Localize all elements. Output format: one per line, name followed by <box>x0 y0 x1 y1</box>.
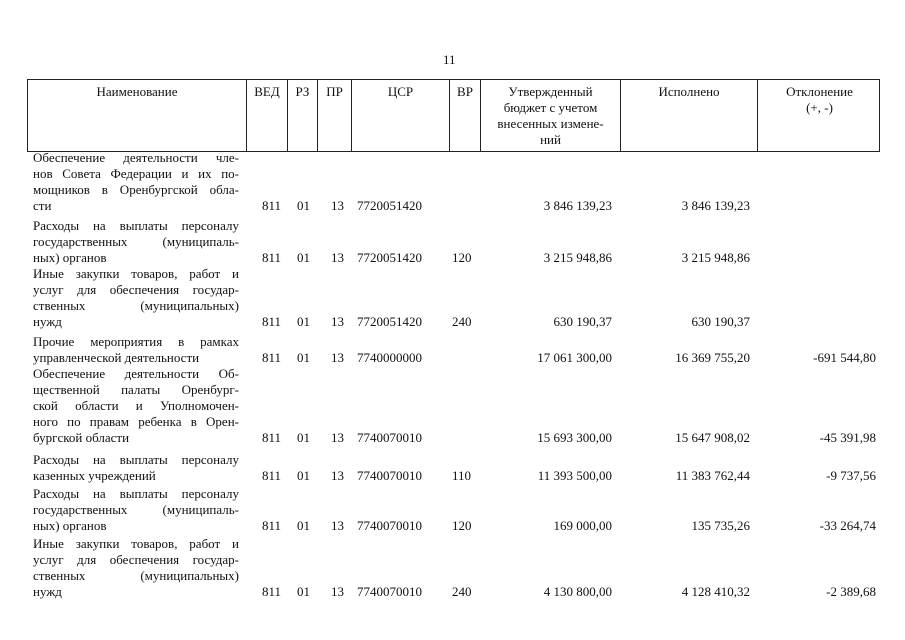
row-pr: 13 <box>331 430 344 445</box>
row-name-line: услуг для обеспечения государ- <box>33 552 239 567</box>
row-executed: 3 215 948,86 <box>681 250 750 265</box>
row-name-line: Расходы на выплаты персоналу <box>33 218 239 233</box>
header-csr <box>351 80 449 151</box>
row-name-line: государственных (муниципаль- <box>33 502 239 517</box>
row-pr: 13 <box>331 314 344 329</box>
row-name <box>33 536 239 600</box>
page-number: 11 <box>443 52 456 67</box>
table-row <box>0 366 905 446</box>
header-rz <box>287 80 317 151</box>
row-executed: 135 735,26 <box>691 518 750 533</box>
row-ved: 811 <box>262 198 282 213</box>
row-name-line: щественной палаты Оренбург- <box>33 382 239 397</box>
row-pr: 13 <box>331 584 344 599</box>
row-rz: 01 <box>297 314 310 329</box>
row-name-line: Прочие мероприятия в рамках <box>33 334 239 349</box>
row-deviation: -2 389,68 <box>826 584 876 599</box>
header-name <box>28 80 246 151</box>
row-vr: 120 <box>452 250 472 265</box>
row-csr: 7740070010 <box>357 518 422 533</box>
row-executed: 4 128 410,32 <box>681 584 750 599</box>
row-executed: 15 647 908,02 <box>675 430 750 445</box>
header-budget <box>480 80 620 151</box>
header-vr-label: ВР <box>457 84 473 99</box>
row-rz: 01 <box>297 198 310 213</box>
row-rz: 01 <box>297 518 310 533</box>
table-row <box>0 334 905 366</box>
row-budget: 15 693 300,00 <box>537 430 612 445</box>
table-row <box>0 452 905 484</box>
row-pr: 13 <box>331 250 344 265</box>
row-name-line: ственных (муниципальных) <box>33 298 239 313</box>
header-executed-label: Исполнено <box>658 84 720 99</box>
table-row <box>0 486 905 534</box>
row-name-line: нов Совета Федерации и их по- <box>33 166 239 181</box>
row-name-line: Обеспечение деятельности Об- <box>33 366 239 381</box>
row-name-line: Обеспечение деятельности чле- <box>33 150 239 165</box>
header-rz-label: РЗ <box>295 84 310 99</box>
row-name-line: ственных (муниципальных) <box>33 568 239 583</box>
row-name <box>33 486 239 534</box>
row-name <box>33 452 239 484</box>
header-csr-label: ЦСР <box>387 84 414 99</box>
row-budget: 17 061 300,00 <box>537 350 612 365</box>
row-name-line: Иные закупки товаров, работ и <box>33 266 239 281</box>
row-pr: 13 <box>331 518 344 533</box>
table-row <box>0 536 905 600</box>
row-budget: 3 846 139,23 <box>543 198 612 213</box>
row-name-line: нужд <box>33 314 62 329</box>
header-budget-line: бюджет с учетом <box>503 100 598 115</box>
row-executed: 16 369 755,20 <box>675 350 750 365</box>
row-name-line: казенных учреждений <box>33 468 156 483</box>
header-ved-label: ВЕД <box>254 84 280 99</box>
row-vr: 120 <box>452 518 472 533</box>
row-csr: 7720051420 <box>357 314 422 329</box>
row-name-line: государственных (муниципаль- <box>33 234 239 249</box>
row-pr: 13 <box>331 198 344 213</box>
table-row <box>0 150 905 214</box>
row-name <box>33 266 239 330</box>
row-name-line: ных) органов <box>33 518 107 533</box>
row-executed: 3 846 139,23 <box>681 198 750 213</box>
header-pr-label: ПР <box>326 84 343 99</box>
row-rz: 01 <box>297 350 310 365</box>
row-name <box>33 366 239 446</box>
row-ved: 811 <box>262 518 282 533</box>
row-name-line: услуг для обеспечения государ- <box>33 282 239 297</box>
header-budget-line: внесенных измене- <box>497 116 604 131</box>
row-deviation: -33 264,74 <box>819 518 876 533</box>
header-budget-line: ний <box>540 132 561 147</box>
row-name-line: Расходы на выплаты персоналу <box>33 486 239 501</box>
row-rz: 01 <box>297 430 310 445</box>
row-csr: 7740000000 <box>357 350 422 365</box>
table-header <box>27 79 880 152</box>
row-csr: 7740070010 <box>357 584 422 599</box>
row-csr: 7720051420 <box>357 198 422 213</box>
row-name <box>33 150 239 214</box>
row-rz: 01 <box>297 250 310 265</box>
table-row <box>0 266 905 330</box>
header-vr <box>449 80 480 151</box>
row-rz: 01 <box>297 468 310 483</box>
row-name <box>33 218 239 266</box>
row-name-line: Расходы на выплаты персоналу <box>33 452 239 467</box>
row-rz: 01 <box>297 584 310 599</box>
row-name-line: управленческой деятельности <box>33 350 200 365</box>
row-name <box>33 334 239 366</box>
row-ved: 811 <box>262 250 282 265</box>
row-deviation: -691 544,80 <box>813 350 876 365</box>
row-csr: 7740070010 <box>357 430 422 445</box>
header-deviation <box>757 80 881 151</box>
row-deviation: -45 391,98 <box>819 430 876 445</box>
header-pr <box>317 80 351 151</box>
row-name-line: Иные закупки товаров, работ и <box>33 536 239 551</box>
row-ved: 811 <box>262 584 282 599</box>
row-pr: 13 <box>331 350 344 365</box>
row-budget: 4 130 800,00 <box>543 584 612 599</box>
row-csr: 7720051420 <box>357 250 422 265</box>
row-ved: 811 <box>262 350 282 365</box>
row-pr: 13 <box>331 468 344 483</box>
row-budget: 169 000,00 <box>553 518 612 533</box>
row-name-line: мощников в Оренбургской обла- <box>33 182 239 197</box>
row-name-line: ного по правам ребенка в Орен- <box>33 414 239 429</box>
row-executed: 630 190,37 <box>691 314 750 329</box>
row-budget: 11 393 500,00 <box>537 468 612 483</box>
row-vr: 240 <box>452 584 472 599</box>
row-csr: 7740070010 <box>357 468 422 483</box>
row-ved: 811 <box>262 468 282 483</box>
row-deviation: -9 737,56 <box>826 468 876 483</box>
row-budget: 3 215 948,86 <box>543 250 612 265</box>
row-name-line: бургской области <box>33 430 130 445</box>
row-name-line: сти <box>33 198 52 213</box>
header-deviation-line: Отклонение <box>786 84 853 99</box>
row-executed: 11 383 762,44 <box>675 468 750 483</box>
header-name-label: Наименование <box>96 84 178 99</box>
row-ved: 811 <box>262 430 282 445</box>
row-name-line: нужд <box>33 584 62 599</box>
header-executed <box>620 80 757 151</box>
row-budget: 630 190,37 <box>553 314 612 329</box>
header-ved <box>246 80 287 151</box>
header-budget-line: Утвержденный <box>508 84 593 99</box>
row-vr: 240 <box>452 314 472 329</box>
row-vr: 110 <box>452 468 472 483</box>
row-name-line: ных) органов <box>33 250 107 265</box>
table-row <box>0 218 905 266</box>
row-name-line: ской области и Уполномочен- <box>33 398 239 413</box>
row-ved: 811 <box>262 314 282 329</box>
header-deviation-line: (+, -) <box>806 100 833 115</box>
